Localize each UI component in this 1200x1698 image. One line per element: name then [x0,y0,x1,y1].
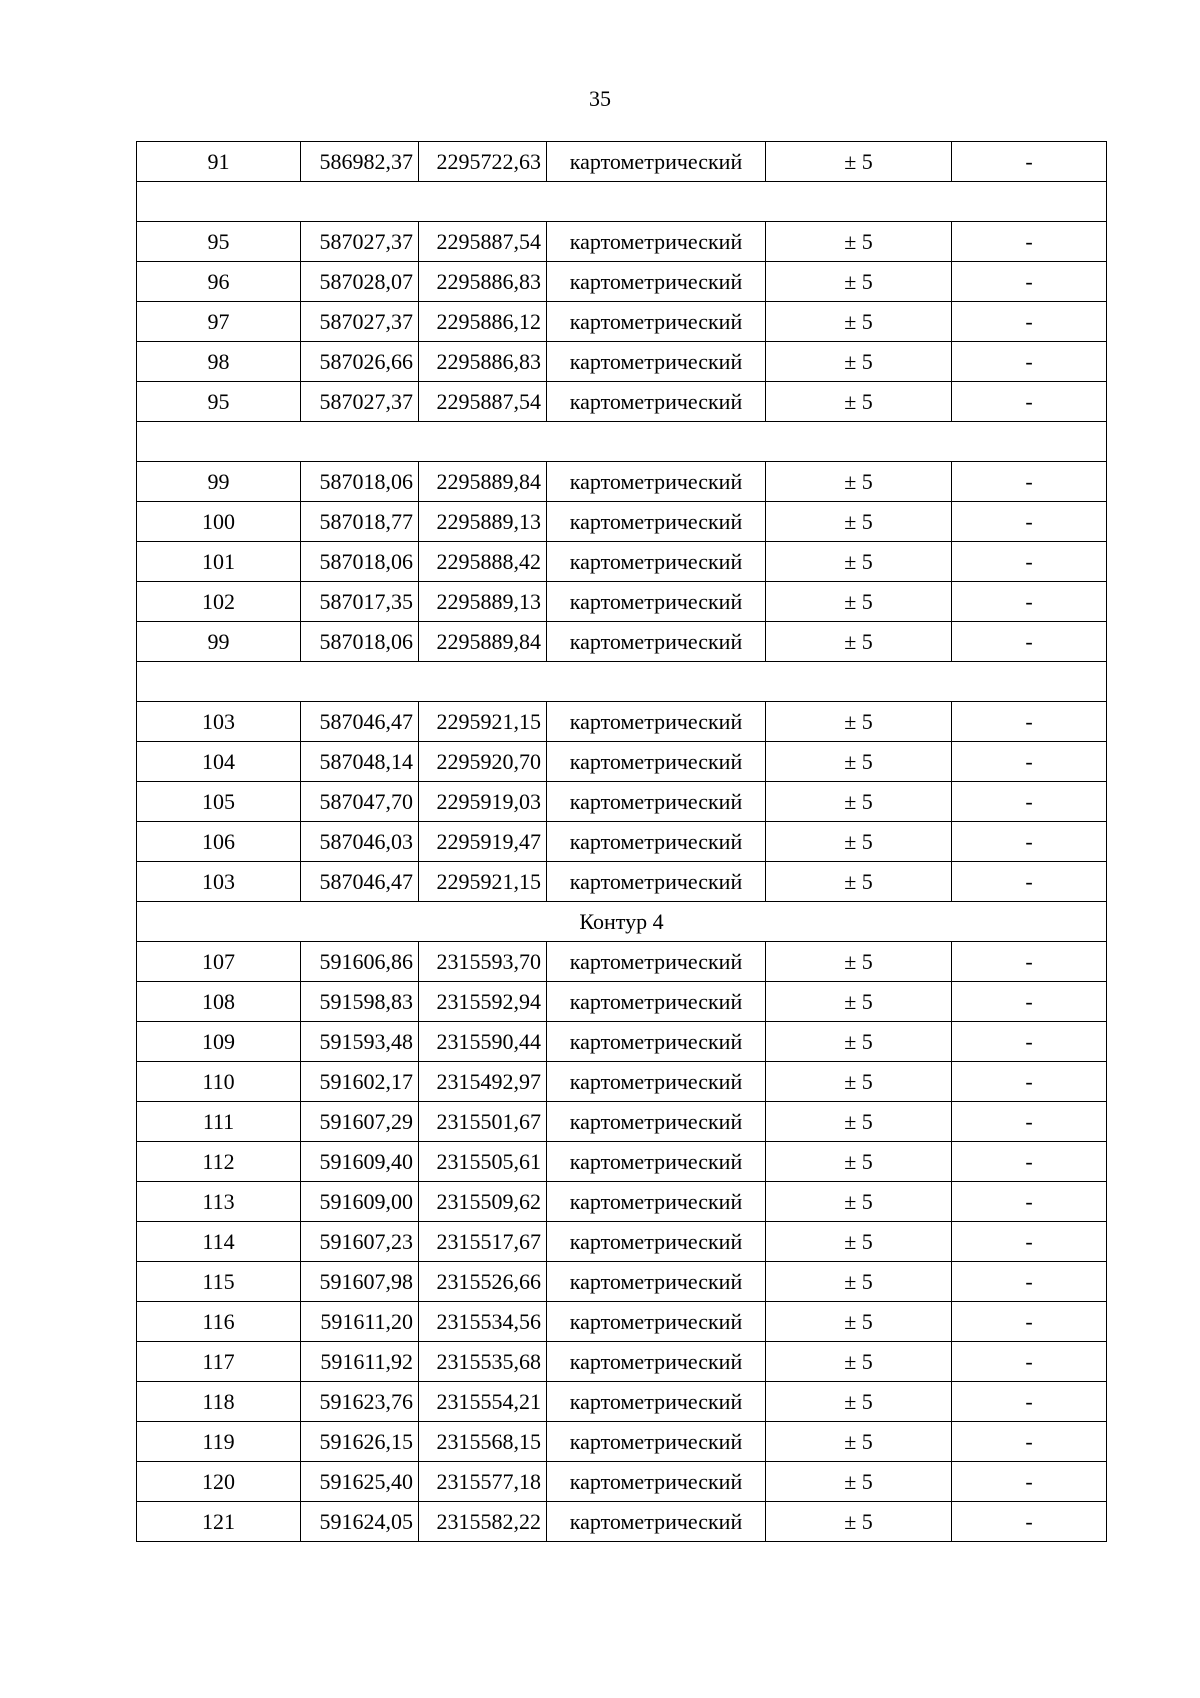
table-row [137,1182,1107,1222]
y-coordinate-cell: 2295889,84 [419,462,547,502]
method-cell: картометрический [547,1462,766,1502]
table-row [137,542,1107,582]
table-row [137,262,1107,302]
x-coordinate-cell: 591606,86 [301,942,419,982]
y-coordinate-cell: 2295722,63 [419,142,547,182]
note-cell: - [952,822,1107,862]
accuracy-cell: ± 5 [766,782,952,822]
table-row [137,982,1107,1022]
method-cell: картометрический [547,1182,766,1222]
accuracy-cell: ± 5 [766,942,952,982]
point-cell: 119 [137,1422,301,1462]
table-row [137,302,1107,342]
point-cell: 99 [137,622,301,662]
x-coordinate-cell: 591607,23 [301,1222,419,1262]
x-coordinate-cell: 587047,70 [301,782,419,822]
separator-cell [137,182,1107,222]
table-row [137,382,1107,422]
x-coordinate-cell: 591611,20 [301,1302,419,1342]
method-cell: картометрический [547,142,766,182]
y-coordinate-cell: 2315582,22 [419,1502,547,1542]
table-row [137,1462,1107,1502]
method-cell: картометрический [547,1142,766,1182]
method-cell: картометрический [547,1422,766,1462]
method-cell: картометрический [547,1102,766,1142]
note-cell: - [952,582,1107,622]
accuracy-cell: ± 5 [766,1062,952,1102]
y-coordinate-cell: 2295889,84 [419,622,547,662]
y-coordinate-cell: 2295887,54 [419,382,547,422]
y-coordinate-cell: 2295886,83 [419,342,547,382]
note-cell: - [952,222,1107,262]
note-cell: - [952,1342,1107,1382]
accuracy-cell: ± 5 [766,982,952,1022]
table-row [137,622,1107,662]
table-row [137,342,1107,382]
point-cell: 96 [137,262,301,302]
point-cell: 99 [137,462,301,502]
note-cell: - [952,1302,1107,1342]
accuracy-cell: ± 5 [766,1262,952,1302]
point-cell: 101 [137,542,301,582]
accuracy-cell: ± 5 [766,702,952,742]
point-cell: 100 [137,502,301,542]
section-header-row [137,902,1107,942]
y-coordinate-cell: 2315509,62 [419,1182,547,1222]
x-coordinate-cell: 587026,66 [301,342,419,382]
method-cell: картометрический [547,622,766,662]
note-cell: - [952,1382,1107,1422]
table-row [137,862,1107,902]
method-cell: картометрический [547,702,766,742]
y-coordinate-cell: 2315577,18 [419,1462,547,1502]
note-cell: - [952,1182,1107,1222]
table-row [137,582,1107,622]
point-cell: 116 [137,1302,301,1342]
method-cell: картометрический [547,1502,766,1542]
accuracy-cell: ± 5 [766,1302,952,1342]
note-cell: - [952,502,1107,542]
x-coordinate-cell: 591611,92 [301,1342,419,1382]
accuracy-cell: ± 5 [766,1222,952,1262]
point-cell: 103 [137,702,301,742]
note-cell: - [952,462,1107,502]
note-cell: - [952,542,1107,582]
table-row [137,1262,1107,1302]
accuracy-cell: ± 5 [766,582,952,622]
x-coordinate-cell: 587046,03 [301,822,419,862]
y-coordinate-cell: 2315517,67 [419,1222,547,1262]
y-coordinate-cell: 2315590,44 [419,1022,547,1062]
method-cell: картометрический [547,262,766,302]
separator-row [137,662,1107,702]
point-cell: 103 [137,862,301,902]
table-row [137,222,1107,262]
point-cell: 95 [137,222,301,262]
coordinates-table-body [137,142,1107,1542]
point-cell: 95 [137,382,301,422]
method-cell: картометрический [547,542,766,582]
method-cell: картометрический [547,782,766,822]
separator-row [137,422,1107,462]
x-coordinate-cell: 587018,06 [301,542,419,582]
table-row [137,1302,1107,1342]
point-cell: 109 [137,1022,301,1062]
accuracy-cell: ± 5 [766,1342,952,1382]
note-cell: - [952,1422,1107,1462]
method-cell: картометрический [547,342,766,382]
y-coordinate-cell: 2295919,47 [419,822,547,862]
x-coordinate-cell: 591624,05 [301,1502,419,1542]
note-cell: - [952,1222,1107,1262]
accuracy-cell: ± 5 [766,1102,952,1142]
x-coordinate-cell: 587027,37 [301,302,419,342]
point-cell: 91 [137,142,301,182]
table-row [137,742,1107,782]
point-cell: 102 [137,582,301,622]
table-row [137,1102,1107,1142]
section-title: Контур 4 [137,902,1107,942]
note-cell: - [952,742,1107,782]
method-cell: картометрический [547,382,766,422]
point-cell: 118 [137,1382,301,1422]
method-cell: картометрический [547,1302,766,1342]
y-coordinate-cell: 2295919,03 [419,782,547,822]
point-cell: 115 [137,1262,301,1302]
accuracy-cell: ± 5 [766,1462,952,1502]
y-coordinate-cell: 2295889,13 [419,582,547,622]
note-cell: - [952,382,1107,422]
y-coordinate-cell: 2315593,70 [419,942,547,982]
y-coordinate-cell: 2295886,12 [419,302,547,342]
x-coordinate-cell: 591607,98 [301,1262,419,1302]
point-cell: 113 [137,1182,301,1222]
y-coordinate-cell: 2295889,13 [419,502,547,542]
x-coordinate-cell: 591609,00 [301,1182,419,1222]
method-cell: картометрический [547,302,766,342]
x-coordinate-cell: 591625,40 [301,1462,419,1502]
y-coordinate-cell: 2295888,42 [419,542,547,582]
point-cell: 105 [137,782,301,822]
accuracy-cell: ± 5 [766,542,952,582]
method-cell: картометрический [547,462,766,502]
accuracy-cell: ± 5 [766,822,952,862]
accuracy-cell: ± 5 [766,1502,952,1542]
accuracy-cell: ± 5 [766,1182,952,1222]
x-coordinate-cell: 587046,47 [301,702,419,742]
table-row [137,782,1107,822]
accuracy-cell: ± 5 [766,742,952,782]
table-row [137,822,1107,862]
table-row [137,1382,1107,1422]
note-cell: - [952,1262,1107,1302]
method-cell: картометрический [547,942,766,982]
accuracy-cell: ± 5 [766,142,952,182]
method-cell: картометрический [547,1062,766,1102]
accuracy-cell: ± 5 [766,462,952,502]
y-coordinate-cell: 2315534,56 [419,1302,547,1342]
note-cell: - [952,982,1107,1022]
y-coordinate-cell: 2295920,70 [419,742,547,782]
point-cell: 110 [137,1062,301,1102]
point-cell: 112 [137,1142,301,1182]
method-cell: картометрический [547,222,766,262]
note-cell: - [952,782,1107,822]
x-coordinate-cell: 591607,29 [301,1102,419,1142]
x-coordinate-cell: 591598,83 [301,982,419,1022]
point-cell: 98 [137,342,301,382]
table-row [137,1142,1107,1182]
point-cell: 111 [137,1102,301,1142]
note-cell: - [952,342,1107,382]
note-cell: - [952,1462,1107,1502]
table-row [137,702,1107,742]
accuracy-cell: ± 5 [766,502,952,542]
method-cell: картометрический [547,1262,766,1302]
method-cell: картометрический [547,1382,766,1422]
x-coordinate-cell: 587018,77 [301,502,419,542]
point-cell: 117 [137,1342,301,1382]
accuracy-cell: ± 5 [766,222,952,262]
table-row [137,1342,1107,1382]
y-coordinate-cell: 2315501,67 [419,1102,547,1142]
accuracy-cell: ± 5 [766,342,952,382]
accuracy-cell: ± 5 [766,1142,952,1182]
point-cell: 108 [137,982,301,1022]
table-row [137,1422,1107,1462]
x-coordinate-cell: 587048,14 [301,742,419,782]
point-cell: 121 [137,1502,301,1542]
accuracy-cell: ± 5 [766,262,952,302]
x-coordinate-cell: 587027,37 [301,222,419,262]
point-cell: 104 [137,742,301,782]
table-row [137,1022,1107,1062]
note-cell: - [952,302,1107,342]
table-row [137,1062,1107,1102]
table-row [137,502,1107,542]
table-row [137,142,1107,182]
point-cell: 107 [137,942,301,982]
y-coordinate-cell: 2315568,15 [419,1422,547,1462]
y-coordinate-cell: 2315492,97 [419,1062,547,1102]
note-cell: - [952,1142,1107,1182]
x-coordinate-cell: 591602,17 [301,1062,419,1102]
y-coordinate-cell: 2315554,21 [419,1382,547,1422]
point-cell: 106 [137,822,301,862]
note-cell: - [952,1062,1107,1102]
accuracy-cell: ± 5 [766,1422,952,1462]
accuracy-cell: ± 5 [766,862,952,902]
method-cell: картометрический [547,1022,766,1062]
x-coordinate-cell: 587028,07 [301,262,419,302]
accuracy-cell: ± 5 [766,382,952,422]
page-number: 35 [589,86,611,111]
table-row [137,1502,1107,1542]
x-coordinate-cell: 587046,47 [301,862,419,902]
separator-row [137,182,1107,222]
note-cell: - [952,942,1107,982]
x-coordinate-cell: 591593,48 [301,1022,419,1062]
x-coordinate-cell: 587018,06 [301,462,419,502]
coordinates-table [136,141,1107,1542]
x-coordinate-cell: 591623,76 [301,1382,419,1422]
y-coordinate-cell: 2295887,54 [419,222,547,262]
y-coordinate-cell: 2295921,15 [419,702,547,742]
x-coordinate-cell: 591609,40 [301,1142,419,1182]
method-cell: картометрический [547,1342,766,1382]
note-cell: - [952,1102,1107,1142]
x-coordinate-cell: 587017,35 [301,582,419,622]
x-coordinate-cell: 587018,06 [301,622,419,662]
y-coordinate-cell: 2315535,68 [419,1342,547,1382]
y-coordinate-cell: 2315526,66 [419,1262,547,1302]
note-cell: - [952,702,1107,742]
note-cell: - [952,1022,1107,1062]
note-cell: - [952,862,1107,902]
accuracy-cell: ± 5 [766,1022,952,1062]
y-coordinate-cell: 2315505,61 [419,1142,547,1182]
method-cell: картометрический [547,1222,766,1262]
accuracy-cell: ± 5 [766,1382,952,1422]
accuracy-cell: ± 5 [766,302,952,342]
x-coordinate-cell: 587027,37 [301,382,419,422]
accuracy-cell: ± 5 [766,622,952,662]
method-cell: картометрический [547,742,766,782]
note-cell: - [952,1502,1107,1542]
method-cell: картометрический [547,862,766,902]
y-coordinate-cell: 2315592,94 [419,982,547,1022]
y-coordinate-cell: 2295921,15 [419,862,547,902]
point-cell: 120 [137,1462,301,1502]
x-coordinate-cell: 591626,15 [301,1422,419,1462]
point-cell: 114 [137,1222,301,1262]
method-cell: картометрический [547,502,766,542]
separator-cell [137,662,1107,702]
note-cell: - [952,622,1107,662]
method-cell: картометрический [547,982,766,1022]
table-row [137,1222,1107,1262]
y-coordinate-cell: 2295886,83 [419,262,547,302]
x-coordinate-cell: 586982,37 [301,142,419,182]
method-cell: картометрический [547,822,766,862]
method-cell: картометрический [547,582,766,622]
table-row [137,942,1107,982]
note-cell: - [952,142,1107,182]
point-cell: 97 [137,302,301,342]
note-cell: - [952,262,1107,302]
table-row [137,462,1107,502]
separator-cell [137,422,1107,462]
